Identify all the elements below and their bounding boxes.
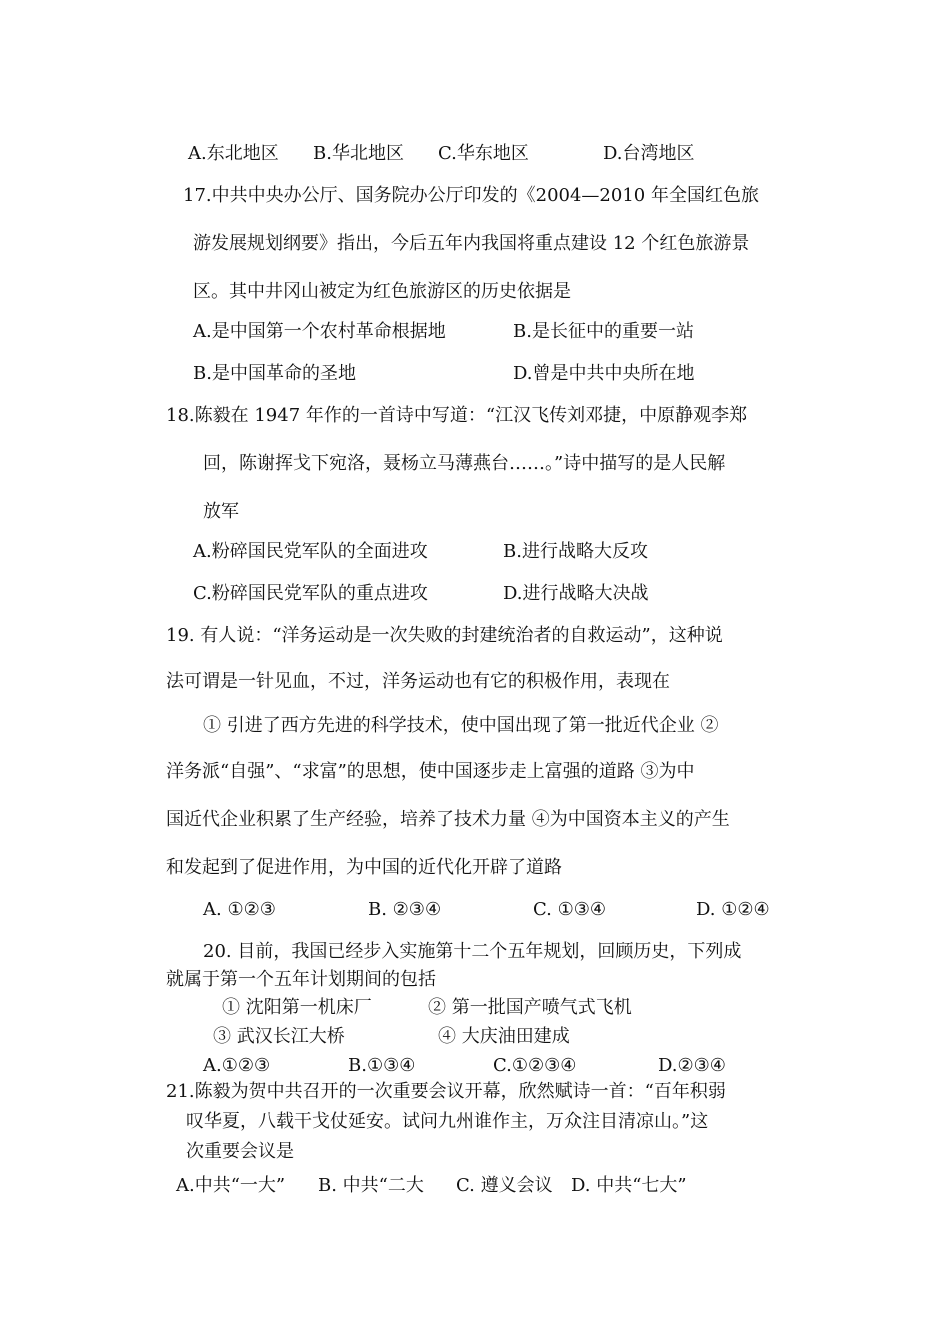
q21-option-a: A.中共“一大” — [176, 1175, 286, 1196]
q20-option-d: D.②③④ — [658, 1055, 726, 1076]
q18-option-d: D.进行战略大决战 — [503, 583, 649, 604]
q20-stem-line: 就属于第一个五年计划期间的包括 — [166, 969, 436, 990]
q21-stem-line: 21.陈毅为贺中共召开的一次重要会议开幕，欣然赋诗一首：“百年积弱 — [166, 1081, 726, 1102]
q19-stem-line: 和发起到了促进作用，为中国的近代化开辟了道路 — [166, 857, 562, 878]
q19-stem-line: 洋务派“自强”、“求富”的思想，使中国逐步走上富强的道路 ③为中 — [166, 761, 695, 782]
q19-option-d: D. ①②④ — [696, 899, 770, 920]
q20-option-a: A.①②③ — [203, 1055, 271, 1076]
q17-option-a: A.是中国第一个农村革命根据地 — [193, 321, 446, 342]
q20-item-2: ② 第一批国产喷气式飞机 — [428, 997, 632, 1018]
q16-option-a: A.东北地区 — [188, 143, 279, 164]
q19-option-c: C. ①③④ — [533, 899, 606, 920]
q20-item-3: ③ 武汉长江大桥 — [213, 1026, 345, 1047]
q17-stem-line: 17.中共中央办公厅、国务院办公厅印发的《2004—2010 年全国红色旅 — [183, 185, 759, 206]
q16-option-b: B.华北地区 — [313, 143, 404, 164]
q16-option-c: C.华东地区 — [438, 143, 529, 164]
q17-stem-line: 区。其中井冈山被定为红色旅游区的历史依据是 — [193, 281, 571, 302]
q17-option-b: B.是长征中的重要一站 — [513, 321, 694, 342]
q18-stem-line: 回，陈谢挥戈下宛洛，聂杨立马薄燕台……。”诗中描写的是人民解 — [203, 453, 726, 474]
q17-stem-line: 游发展规划纲要》指出，今后五年内我国将重点建设 12 个红色旅游景 — [193, 233, 750, 254]
q20-option-c: C.①②③④ — [493, 1055, 577, 1076]
q18-option-b: B.进行战略大反攻 — [503, 541, 648, 562]
q20-stem-line: 20. 目前，我国已经步入实施第十二个五年规划，回顾历史，下列成 — [203, 941, 742, 962]
q19-option-a: A. ①②③ — [203, 899, 276, 920]
q17-option-d: D.曾是中共中央所在地 — [513, 363, 695, 384]
q21-stem-line: 叹华夏，八载干戈仗延安。试问九州谁作主，万众注目清凉山。”这 — [186, 1111, 709, 1132]
q19-stem-line: 法可谓是一针见血，不过，洋务运动也有它的积极作用，表现在 — [166, 671, 670, 692]
q21-stem-line: 次重要会议是 — [186, 1141, 294, 1162]
q18-stem-line: 放军 — [203, 501, 239, 522]
q18-option-c: C.粉碎国民党军队的重点进攻 — [193, 583, 428, 604]
q21-option-b: B. 中共“二大 — [318, 1175, 424, 1196]
q19-stem-line: 国近代企业积累了生产经验，培养了技术力量 ④为中国资本主义的产生 — [166, 809, 730, 830]
q19-option-b: B. ②③④ — [368, 899, 442, 920]
q20-item-1: ① 沈阳第一机床厂 — [222, 997, 372, 1018]
q19-stem-line: 19. 有人说：“洋务运动是一次失败的封建统治者的自救运动”，这种说 — [166, 625, 723, 646]
q16-option-d: D.台湾地区 — [603, 143, 695, 164]
q19-stem-line: ① 引进了西方先进的科学技术，使中国出现了第一批近代企业 ② — [203, 715, 719, 736]
q18-option-a: A.粉碎国民党军队的全面进攻 — [193, 541, 428, 562]
q20-item-4: ④ 大庆油田建成 — [438, 1026, 570, 1047]
q17-option-c: B.是中国革命的圣地 — [193, 363, 356, 384]
q21-option-d: D. 中共“七大” — [571, 1175, 687, 1196]
q20-option-b: B.①③④ — [348, 1055, 416, 1076]
q18-stem-line: 18.陈毅在 1947 年作的一首诗中写道：“江汉飞传刘邓捷，中原静观李郑 — [166, 405, 748, 426]
q21-option-c: C. 遵义会议 — [456, 1175, 553, 1196]
